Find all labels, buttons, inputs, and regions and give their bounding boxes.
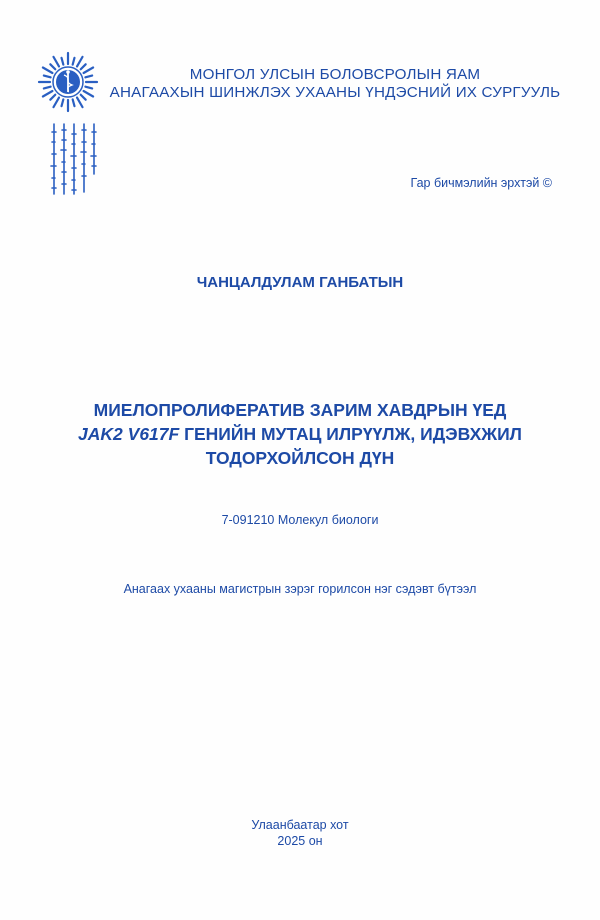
specialty-code: 7-091210 Молекул биологи [221, 513, 379, 527]
thesis-title-line-2 [0, 422, 600, 446]
university-emblem-icon [36, 44, 108, 204]
emblem-ray [44, 87, 51, 89]
emblem-ray [84, 68, 94, 74]
city: Улаанбаатар хот [251, 818, 349, 832]
emblem-ray [62, 58, 64, 65]
emblem-ray [73, 99, 75, 106]
emblem-ray [54, 98, 60, 108]
degree-note: Анагаах ухааны магистрын зэрэг горилсон нэг сэдэвт бүтээл [123, 582, 477, 596]
thesis-title-line-3: ТОДОРХОЙЛСОН ДҮН [205, 448, 395, 468]
emblem-ray [81, 95, 86, 100]
emblem-ray [50, 95, 55, 100]
university-logo [36, 44, 108, 204]
author-name: ЧАНЦАЛДУЛАМ ГАНБАТЫН [196, 274, 404, 291]
copyright-note: Гар бичмэлийн эрхтэй © [410, 176, 552, 190]
emblem-ray [44, 76, 51, 78]
emblem-ray [81, 64, 86, 69]
university-name: АНАГААХЫН ШИНЖЛЭХ УХААНЫ ҮНДЭСНИЙ ИХ СУРГУУЛЬ [109, 84, 561, 101]
emblem-ray [77, 98, 83, 108]
emblem-ray [84, 91, 94, 97]
emblem-ray [50, 64, 55, 69]
emblem-ray [77, 57, 83, 67]
emblem-ray [85, 76, 92, 78]
emblem-ray [54, 57, 60, 67]
gene-name: JAK2 V617F [78, 424, 180, 444]
emblem-ray [62, 99, 64, 106]
emblem-ray [73, 58, 75, 65]
emblem-ray [43, 91, 53, 97]
thesis-title-line-2-rest: ГЕНИЙН МУТАЦ ИЛРҮҮЛЖ, ИДЭВХЖИЛ [179, 424, 522, 444]
thesis-title-line-1: МИЕЛОПРОЛИФЕРАТИВ ЗАРИМ ХАВДРЫН ҮЕД [93, 400, 507, 420]
year: 2025 он [277, 834, 323, 848]
ministry-name: МОНГОЛ УЛСЫН БОЛОВСРОЛЫН ЯАМ [189, 66, 481, 83]
emblem-ray [43, 68, 53, 74]
emblem-ray [85, 87, 92, 89]
